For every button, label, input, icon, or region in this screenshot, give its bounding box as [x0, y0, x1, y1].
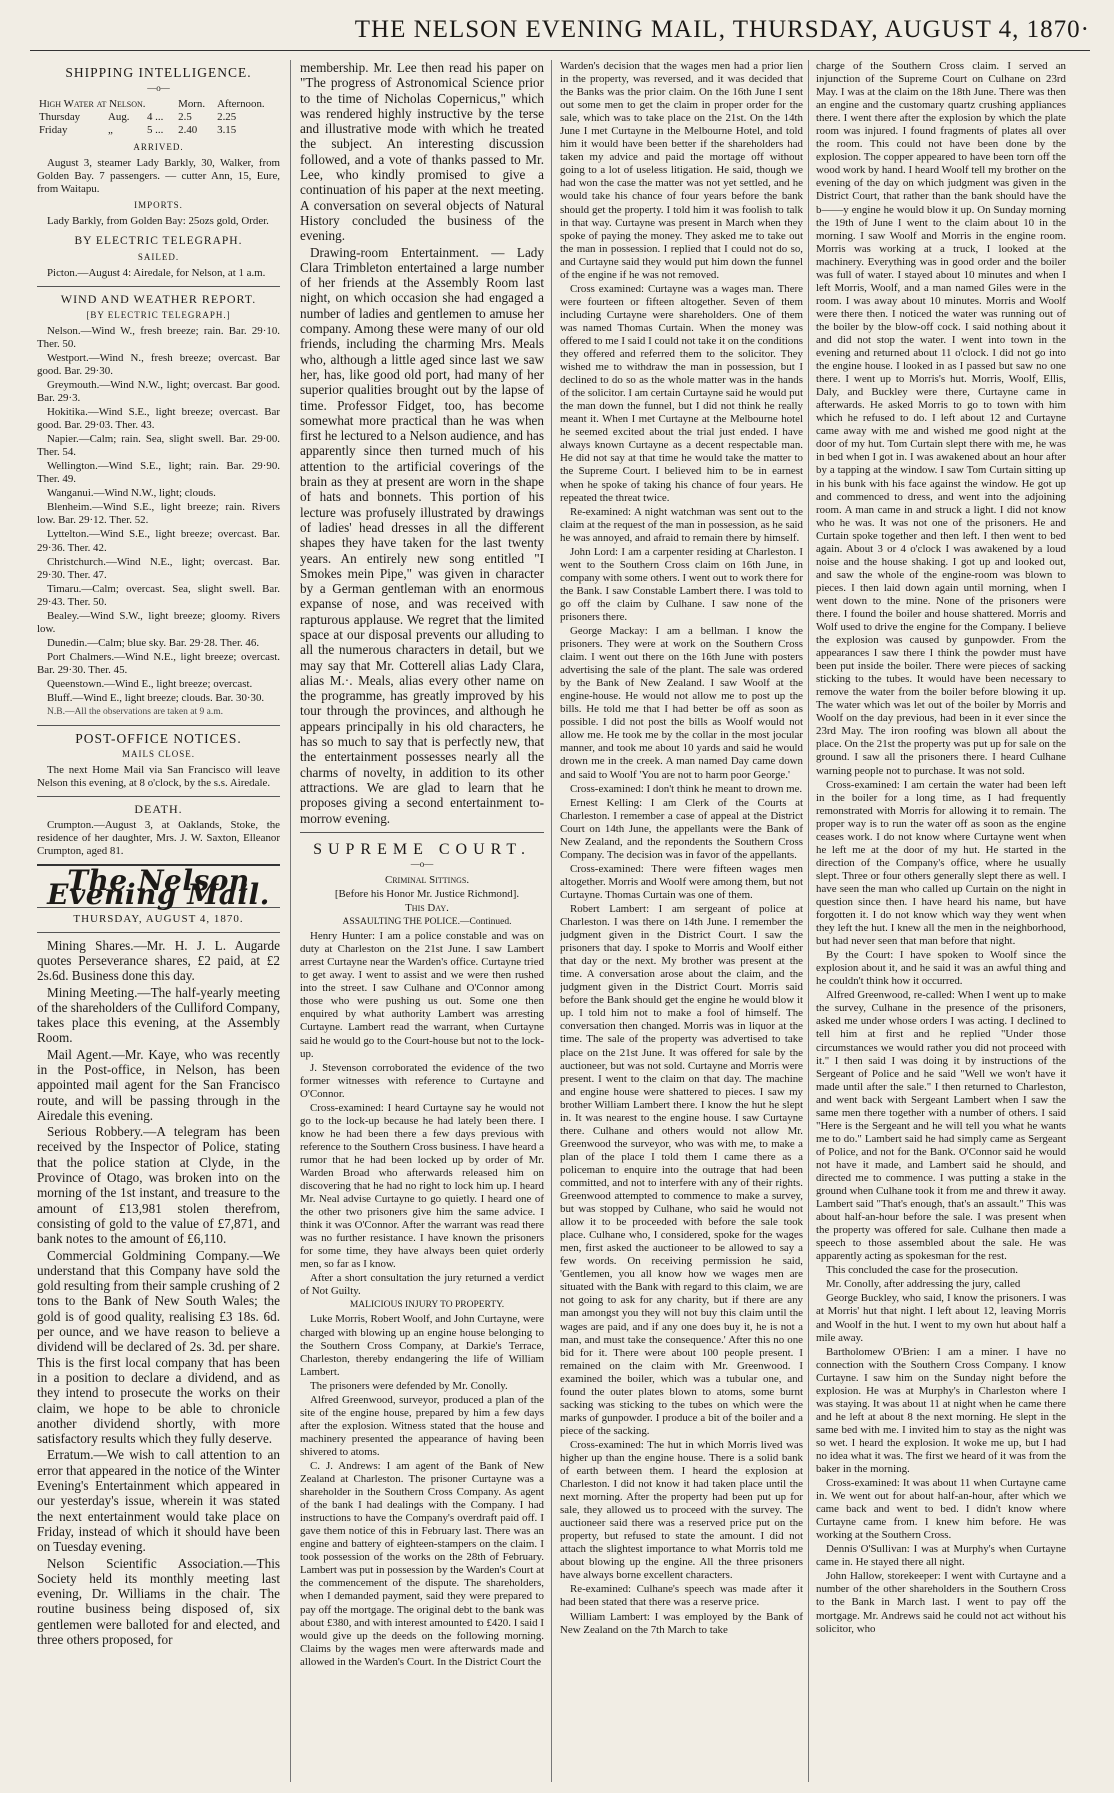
tide-header-cell: Morn. — [178, 98, 206, 111]
sailed-text: Picton.—August 4: Airedale, for Nelson, at 1 a.m. — [47, 266, 266, 279]
tide-cell: 2.40 — [178, 124, 198, 137]
newspaper-nameplate: The Nelson Evening Mail. — [47, 864, 270, 911]
weather-subheading: [BY ELECTRIC TELEGRAPH.] — [86, 309, 231, 320]
article-paragraph: charge of the Southern Cross claim. I served an injunction of the Supreme Court on Culhane on 23rd May. I was at the claim on the 18th June. There was then an engine and the customary quartz crushing appliances there. I went there after the explosion by which the plate room was injured. I found fragments of plates all over the room. This could not have been done by the explosion. The copper appeared to have been torn off the wood work by hand. I heard Woolf tell my brother on the evening of the day on which judgment was given in the District Court, that rather than the bank should have the b——y engine he would blow it up. On Sunday morning the 19th of June I went to the claim about 10 in the morning. I saw Woolf and Morris in the engine room. Morris was working at a truck, I looked at the machinery. Everything was in good order and the boiler was full of water. I stayed about 10 minutes and when I left Morris, Woolf, and a man named Giles were in the room. I was away about 10 minutes. Morris and Woolf were there then. I noticed the water was running out of the boiler by the blow-off cock. I said nothing about it and did not stop the water. I went into town in the evening and returned about 11 o'clock. I did not go into the engine house. I looked in as I passed but saw no one there. I went up to Morris's hut. Morris, Woolf, Ellis, Daly, and Buckley were there, Curtayne came in afterwards. He asked Morris to go to town with him which he refused to do. I left about 12 and Curtayne came away with me and wished me good night at the door of my hut. Tom Curtain slept there with me, he was in bed when I got in. I was awakened about an hour after by a tapping at the window. I saw Tom Curtain sitting up in his bunk with his face against the window. He got up and commenced to dress, and went into the adjoining room. A man came in and struck a light. I did not know who he was. It was not one of the prisoners. He and Curtain spoke together and then left. I then went to bed again. About 3 or 4 o'clock I was awakened by a loud noise and the house shaking. I got up and looked out, and saw the whole of the engine-room was blown to pieces. I then laid down again until morning, when I went down to the mine. None of the prisoners were there. I found the boiler and house shattered. Morris and Wolf used to drive the engine for the Company. I believe the explosion was caused by gunpowder. From the appearances I saw there I think the powder must have been put inside the boiler. There were pieces of sacking sticking to the tubes. It would have been necessary to remove the water from the boiler before blowing it up. The water which was let out of the boiler by Morris and Woolf on the day previous, had been in it ever since the 23rd May. The iron roofing was blown all about the place. On the 21st the property was put up for sale on the ground. I saw all the prisoners there. I heard Culhane warning people not to purchase. It was not sold. — [816, 60, 1066, 777]
arrived-text: August 3, steamer Lady Barkly, 30, Walker, from Golden Bay. 7 passengers. — cutter Ann, 15, Eure, from Waitapu. — [37, 157, 280, 196]
tide-cell: 4 ... — [147, 111, 164, 124]
tide-row — [37, 124, 280, 137]
tide-cell: 3.15 — [217, 124, 237, 137]
weather-item: Wanganui.—Wind N.W., light; clouds. — [47, 487, 216, 500]
weather-item: Bealey.—Wind S.W., light breeze; gloomy. Rivers low. — [37, 609, 280, 635]
weather-note: N.B.—All the observations are taken at 9 a.m. — [47, 707, 223, 718]
tide-cell: 5 ... — [147, 124, 164, 137]
article-paragraph: Robert Lambert: I am sergeant of police at Charleston. I was there on 14th June. I remember the judgment given in the District Court. I saw the prisoners that day. I spoke to Morris and Woolf either that day or the next. My brother was present at the time. A conversation arose about the claim, and the judgment given in the District Court. Morris said before the Bank should get the engine he would blow it up. I told him not to make a fool of himself. The conversation then changed. Morris was in liquor at the time. The sale of the property was advertised to take place on the 21st June. It was offered for sale by the auctioneer, but was not sold. Curtayne and Morris were present. I went to the claim on that day. The machine and engine house were shattered to pieces. I saw my brother William Lambert there. I know the hut he slept in. It was nearest to the engine house. I saw Curtayne there. Culhane and others would not allow Mr. Greenwood the surveyor, who was with me, to make a plan of the place I told them I came there as a policeman to enquire into the outrage that had been committed, and not to interfere with any of their rights. Greenwood attempted to commence to make a survey, but was stopped by Culhane, who said he would not allow it to be proceeded with before the sale took place. Culhane who, I considered, spoke for the wages men, first asked the auctioneer to be allowed to say a few words. On receiving permission he said, 'Gentlemen, you all know how we wages men are situated with the Bank with regard to this claim, we are not going to ask for any charity, but if there are any man amongst you they will not buy this claim until the wages are paid, and if any one does buy it, he is not a man, and must take the consequence.' After this no one bid for it. There were about 100 people present. I remained on the claim with Mr. Greenwood. I examined the boiler, which was a tubular one, and found the outer plates blown to atoms, some burnt sacking was sticking to the tubes on which were the marks of gunpowder. I produce a bit of the boiler and a piece of the sacking. — [560, 903, 803, 1437]
post-office-heading: POST-OFFICE NOTICES. — [75, 731, 242, 747]
shipping-heading: SHIPPING INTELLIGENCE. — [65, 65, 252, 80]
ornament-divider: —o— — [147, 83, 170, 94]
weather-item: Nelson.—Wind W., fresh breeze; rain. Bar. 29·10. Ther. 50. — [37, 324, 280, 350]
article-paragraph: Dennis O'Sullivan: I was at Murphy's when Curtayne came in. He stayed there all night. — [816, 1543, 1066, 1569]
mails-text: The next Home Mail via San Francisco will leave Nelson this evening, at 8 o'clock, by the s.s. Airedale. — [37, 764, 280, 790]
article-paragraph: Warden's decision that the wages men had a prior lien in the property, was reversed, and it was decided that the Banks was the prior claim. On the 16th June I sent out some men to get the claim in proper order for the sale, which was to take place on the 21st. On the 14th June I met Curtayne in the Melbourne Hotel, and told him it would have been better if the shareholders had taken my advice and paid the mortage off without going to a lot of useless litigation. He said, though we had won the case the matter was not yet settled, and he would take his chance of four years before the bank should get the property. I told him it was foolish to talk in that way. Curtayne was present in March when they spoke of paying the money. They asked me to take out the man in possession. I replied that I could not do so, and Curtayne said they would put him down the funnel of the engine if he was not removed. — [560, 60, 803, 281]
weather-item: Lyttelton.—Wind S.E., light breeze; overcast. Bar. 29·36. Ther. 42. — [37, 528, 280, 554]
tide-cell: 2.25 — [217, 111, 237, 124]
tide-table — [37, 98, 280, 137]
ornament-divider: —o— — [410, 858, 434, 869]
article-paragraph: Alfred Greenwood, surveyor, produced a plan of the site of the engine house, prepared by him a few days after the explosion. Witness stated that the house and machinery presented the appearance of having been shivered to atoms. — [300, 1393, 544, 1458]
tide-cell: 2.5 — [178, 111, 192, 124]
article-paragraph: Bartholomew O'Brien: I am a miner. I have no connection with the Southern Cross Company. I know Curtayne. I saw him on the Sunday night before the explosion. He was at Murphy's in Charleston where I was staying. It was about 11 at night when he came there and he left at about 8 the next morning. He slept in the same bed with me. I invited him to stay as the night was so wet. I heard the explosion. It woke me up, but I had no idea what it was. The first we heard of it was from the baker in the morning. — [816, 1345, 1066, 1476]
arrived-heading: ARRIVED. — [133, 142, 184, 153]
article-paragraph: Mining Shares.—Mr. H. J. L. Augarde quotes Perseverance shares, £2 paid, at £2 2s.6d. Business done this day. — [37, 937, 280, 984]
telegraph-heading: BY ELECTRIC TELEGRAPH. — [74, 234, 243, 247]
death-text: Crumpton.—August 3, at Oaklands, Stoke, the residence of her daughter, Mrs. J. W. Saxton, Elleanor Crumpton, aged 81. — [37, 819, 280, 858]
article-paragraph: Ernest Kelling: I am Clerk of the Courts at Charleston. I remember a case of appeal at the District Court on 14th June, the appellants were the Bank of New Zealand, and the repondents the Southern Cross Company. The decision was in favor of the appellants. — [560, 796, 803, 861]
article-paragraph: George Mackay: I am a bellman. I know the prisoners. They were at work on the Southern Cross claim. I went out there on the 16th June with posters advertising the sale of the plant. The sale was ordered by the Bank of New Zealand. I saw Woolf at the engine-house. He would not allow me to post up the bills. He told me that I had better be off as soon as possible. I did not post the bills as Woolf would not allow me. He took me by the collar in the most jocular manner, and took me about 10 yards and said he would drown me in the creek. A man named Day came down and said to Woolf 'You are not to harm poor George.' — [560, 625, 803, 781]
article-paragraph: This concluded the case for the prosecution. — [826, 1264, 1019, 1277]
article-paragraph: C. J. Andrews: I am agent of the Bank of New Zealand at Charleston. The prisoner Curtayne was a shareholder in the Southern Cross Company. As agent of the bank I had dealings with the Company. I had instructions to have the Company's overdraft paid off. I gave them notice of this in February last. There was an engine and battery of eighteen-stampers on the claim. I took possession of the works on the 28th of February. Lambert was put in possession by the Warden's Court at the commencement of the dispute. The shareholders, when I demanded payment, said they were prepared to pay off the mortgage. The original debt to the bank was about £380, and with interest amounted to £420. I said I would give up the deeds on the following morning. Claims by the wages men were afterwards made and allowed in the Warden's Court. In the District Court the — [300, 1460, 544, 1668]
divider — [37, 725, 280, 726]
before-judge: [Before his Honor Mr. Justice Richmond]. — [334, 887, 520, 900]
weather-item: Bluff.—Wind E., light breeze; clouds. Bar. 30·30. — [47, 692, 265, 705]
tide-row — [37, 111, 280, 124]
column-rule — [290, 60, 291, 1782]
article-paragraph: Cross-examined: I don't think he meant to drown me. — [570, 782, 803, 795]
tide-cell: Friday — [39, 124, 68, 137]
article-paragraph: George Buckley, who said, I know the prisoners. I was at Morris' hut that night. I left about 12, leaving Morris and Woolf in the hut. I went to my own hut about half a mile away. — [816, 1292, 1066, 1344]
mails-heading: MAILS CLOSE. — [121, 749, 195, 760]
tide-header-row — [37, 98, 280, 111]
weather-item: Greymouth.—Wind N.W., light; overcast. Bar good. Bar. 29·3. — [37, 378, 280, 404]
column-4 — [816, 60, 1066, 1785]
criminal-sittings: Criminal Sittings. — [384, 873, 470, 886]
article-paragraph: Commercial Goldmining Company.—We understand that this Company have sold the gold resulting from their sample crushing of 2 tons to the Bank of New South Wales; the gold is of good quality, realising £3 18s. 6d. per ounce, and we have reason to believe a dividend will be declared of 2s. 3d. per share. This is the first local company that has been in a position to declare a dividend, and as they intend to prosecute the works on their claim, we hope to be able to chronicle another dividend shortly, with more satisfactory results which they fully deserve. — [37, 1247, 280, 1447]
article-paragraph: By the Court: I have spoken to Woolf since the explosion about it, and he said it was an awful thing and he couldn't think how it occurred. — [816, 949, 1066, 988]
article-paragraph: Luke Morris, Robert Woolf, and John Curtayne, were charged with blowing up an engine house belonging to the Southern Cross Company, at Darkie's Terrace, Charleston, thereby endangering the life of William Lambert. — [300, 1313, 544, 1378]
dateline: THURSDAY, AUGUST 4, 1870. — [73, 912, 244, 925]
article-paragraph: William Lambert: I was employed by the Bank of New Zealand on the 7th March to take — [560, 1610, 803, 1636]
article-paragraph: John Hallow, storekeeper: I went with Curtayne and a number of the other shareholders in the Southern Cross to the Bank in March last. I went to pay off the mortgage. Mr. Andrews said he could not act without his solicitor, who — [816, 1570, 1066, 1635]
column-1 — [37, 60, 280, 1785]
weather-item: Hokitika.—Wind S.E., light breeze; overcast. Bar good. Bar. 29·03. Ther. 43. — [37, 406, 280, 432]
death-heading: DEATH. — [134, 802, 183, 817]
weather-item: Timaru.—Calm; overcast. Sea, slight swell. Bar. 29·43. Ther. 50. — [37, 582, 280, 608]
column-3 — [560, 60, 803, 1785]
article-paragraph: Drawing-room Entertainment. — Lady Clara Trimbleton entertained a large number of her friends at the Assembly Room last night, on which occasion she had engaged a number of ladies and gentlemen to amuse her company. Among these were many of our old friends, including the charming Mrs. Meals who, although a little aged since last we saw her, has, like good old port, had many of her superior qualities brought out by the lapse of time. Professor Fidget, too, has become somewhat more practical than he was when first he lectured to a Nelson audience, and has apparently since then turned much of his attention to the artificial coverings of the brain as they at present are worn in the shape of hats and bonnets. This portion of his lecture was profusely illustrated by drawings of ladies' head dresses in all the different shapes they have taken for the last twenty years. An entirely new song entitled "I Smokes mein Pipe," was given in character by a German gentleman with an enormous expanse of nose, and was received with rapturous applause. We regret that the limited space at our disposal prevents our alluding to all the numerous characters in detail, but we may say that Mr. Cotterell alias Lady Clara, alias M.·. Meals, alias every other name on the programme, has greatly improved by his tour through the provinces, and although he appears principally in his old characters, he has so much to say that is perfectly new, that the entertainment possesses nearly all the charms of novelty, in addition to its other attractions. We are glad to learn that he proposes giving a second entertainment to-morrow evening. — [300, 244, 544, 826]
supreme-court-heading: SUPREME COURT. — [313, 840, 531, 858]
article-paragraph: Erratum.—We wish to call attention to an error that appeared in the notice of the Winter Evening's Entertainment which appeared in our yesterday's issue, wherein it was stated the next entertainment would take place on Friday, instead of which it should have been on Tuesday evening. — [37, 1447, 280, 1555]
article-paragraph: Cross-examined: It was about 11 when Curtayne came in. We went out for about half-an-hour, after which we came back and went to bed. I didn't know where Curtayne came from. I knew him before. He was working at the Southern Cross. — [816, 1477, 1066, 1542]
weather-item: Port Chalmers.—Wind N.E., light breeze; overcast. Bar. 29·30. Ther. 45. — [37, 650, 280, 676]
sailed-heading: SAILED. — [137, 251, 180, 262]
tide-cell: Aug. — [108, 111, 130, 124]
tide-cell: Thursday — [39, 111, 81, 124]
article-paragraph: The prisoners were defended by Mr. Conolly. — [310, 1379, 508, 1392]
weather-item: Blenheim.—Wind S.E., light breeze; rain. Rivers low. Bar. 29·12. Ther. 52. — [37, 501, 280, 527]
article-paragraph: Cross examined: Curtayne was a wages man. There were fourteen or fifteen altogether. Seven of them including Curtayne were shareholders. One of them was named Thomas Curtain. When the money was offered to me I said I could not take it on the conditions they offered and referred them to the solicitor. They wished me to withdraw the man in possession, but I declined to do so as the whole matter was in the hands of the solicitor. I am certain Curtayne said he would put the man down the funnel, but I did not think he really meant it. When I met Curtayne at the Melbourne hotel he seemed excited about the trial just ended. I have always known Curtayne as a decent respectable man. He did not say at that time he would take the matter to the Supreme Court. I believed him to be in earnest when he spoke of taking his chance of four years. He repeated the threat twice. — [560, 282, 803, 504]
tide-header-cell: High Water at Nelson. — [39, 98, 146, 111]
imports-heading: IMPORTS. — [134, 200, 183, 211]
masthead-title: THE NELSON EVENING MAIL, THURSDAY, AUGUST 4, 1870· — [354, 16, 1090, 43]
article-paragraph: Cross-examined: There were fifteen wages men altogether. Morris and Woolf were among them, but not Curtayne. Thomas Curtain was one of them. — [560, 862, 803, 901]
article-paragraph: Mail Agent.—Mr. Kaye, who was recently in the Post-office, in Nelson, has been appointed mail agent for the San Francisco route, and will be passing through in the Airedale this evening. — [37, 1046, 280, 1123]
article-paragraph: Cross-examined: I am certain the water had been left in the boiler for a long time, as I had frequently remonstrated with Morris for allowing it to remain. The proper way is to run the water off as soon as the engine ceases work. I do not know where Curtayne went when he left me at the door of my hut. He started in the direction of the Company's office, where he usually slept. Three or four others generally slept there as well. I have seen the man who called up Curtain on the night in question since then. I have heard his name, but have forgotten it. I do not know which way they went when they left the hut. I knew all the men in the neighborhood, but had never seen that man before that night. — [816, 778, 1066, 948]
divider — [37, 932, 280, 933]
article-paragraph: Re-examined: A night watchman was sent out to the claim at the request of the man in possession, as he said he was annoyed, and afraid to remain there by himself. — [560, 505, 803, 544]
imports-text: Lady Barkly, from Golden Bay: 25ozs gold, Order. — [47, 215, 269, 228]
divider — [300, 832, 544, 833]
article-paragraph: Mr. Conolly, after addressing the jury, called — [826, 1278, 1021, 1291]
article-paragraph: Cross-examined: The hut in which Morris lived was higher up than the engine house. There is a solid bank of earth between them. I heard the explosion at Charleston. I did not know it had taken place until the next morning. After the property had been put up for sale, they allowed us to proceed with the survey. The auctioneer said there was a reserved price put on the property, but refused to state the amount. I did not attach the slightest importance to what Morris told me about blowing up the engine. All the three prisoners have always borne excellent characters. — [560, 1438, 803, 1582]
article-paragraph: Cross-examined: I heard Curtayne say he would not go to the lock-up because he had lately been there. I know he had been there a few days previous with reference to the Southern Cross business. I have heard a rumor that he had been locked up by order of Mr. Warden Broad who afterwards released him on discovering that he had no right to lock him up. I heard Mr. Neal advise Curtayne to go quietly. I heard one of the other two prisoners give him the same advice. I think it was O'Connor. After the warrant was read there was no further resistance. I have known the prisoners for some time, they have always been quiet orderly men, so far as I know. — [300, 1101, 544, 1271]
weather-item: Dunedin.—Calm; blue sky. Bar. 29·28. Ther. 46. — [47, 636, 260, 649]
article-paragraph: Mining Meeting.—The half-yearly meeting of the shareholders of the Culliford Company, takes place this evening, at the Assembly Room. — [37, 984, 280, 1046]
section-heading: MALICIOUS INJURY TO PROPERTY. — [349, 1300, 505, 1311]
weather-item: Napier.—Calm; rain. Sea, slight swell. Bar. 29·00. Ther. 54. — [37, 433, 280, 459]
weather-heading: WIND AND WEATHER REPORT. — [60, 291, 257, 306]
weather-item: Westport.—Wind N., fresh breeze; overcast. Bar good. Bar. 29·30. — [37, 351, 280, 377]
section-heading: ASSAULTING THE POLICE.—Continued. — [342, 917, 512, 928]
divider — [37, 796, 280, 797]
article-paragraph: Serious Robbery.—A telegram has been received by the Inspector of Police, stating that the police station at Clyde, in the Province of Otago, was broken into on the morning of the 1st instant, and treasure to the amount of £13,981 stolen therefrom, consisting of gold to the value of £7,871, and bank notes to the amount of £6,110. — [37, 1124, 280, 1247]
article-paragraph: Alfred Greenwood, re-called: When I went up to make the survey, Culhane in the presence of the prisoners, asked me under whose orders I was acting. I declined to tell him at first and he replied "Under those circumstances we would rather you did not proceed with it." I then said I was doing it by instructions of the Sergeant of Police and he said "Well we won't have it made until after the sale." I then returned to Charleston, and went back with Sergeant Lambert when I saw the same men there together with a number of others. I said "Here is the Sergeant and he will tell you what he wants me to do." Lambert said he had simply came as Sergeant of Police, and not for the Bank. O'Connor said he would not have it made, and Lambert said he should, and directed me to commence. I was putting a stake in the ground when Culhane took it from me and threw it away. Lambert said "That's enough, that's an assault." This was about half-an-hour before the sale. I was present when the property was offered for sale. Culhane then made a speech to those assembled about the sale. He was apparently acting as spokesman for the rest. — [816, 989, 1066, 1263]
article-paragraph: John Lord: I am a carpenter residing at Charleston. I went to the Southern Cross claim on 16th June, in company with some others. I went out to work there for the Bank. I saw Constable Lambert there. I was told to go off the claim by Culhane. I saw none of the prisoners there. — [560, 545, 803, 623]
article-paragraph: Henry Hunter: I am a police constable and was on duty at Charleston on the 21st June. I saw Lambert arrest Curtayne near the Warden's office. Curtayne tried to get away. I went to assist and we were then rushed into the street. I saw Culhane and O'Connor among those who were pushing us out. Some one then enquired by what authority Lambert was arresting Curtayne. Lambert read the warrant, when Curtayne said he would go to the Court-house but not to the lock-up. — [300, 930, 544, 1060]
article-paragraph: Re-examined: Culhane's speech was made after it had been stated that there was a reserve price. — [560, 1583, 803, 1609]
tide-header-cell: Afternoon. — [217, 98, 265, 111]
article-paragraph: J. Stevenson corroborated the evidence of the two former witnesses with reference to Curtayne and O'Connor. — [300, 1061, 544, 1100]
weather-item: Christchurch.—Wind N.E., light; overcast. Bar. 29·30. Ther. 47. — [37, 555, 280, 581]
divider — [37, 286, 280, 287]
column-rule — [551, 60, 552, 1782]
masthead — [30, 10, 1090, 51]
article-paragraph: After a short consultation the jury returned a verdict of Not Guilty. — [300, 1272, 544, 1298]
weather-item: Queenstown.—Wind E., light breeze; overcast. — [47, 677, 253, 690]
this-day: This Day. — [405, 902, 449, 915]
column-rule — [808, 60, 809, 1782]
column-2 — [300, 60, 544, 1785]
tide-cell: „ — [108, 124, 113, 137]
article-paragraph: membership. Mr. Lee then read his paper on "The progress of Astronomical Science prior to the time of Nicholas Copernicus," which was rendered highly instructive by the terse and illustrative mode with which he treated the subject. An interesting discussion followed, and a vote of thanks passed to Mr. Lee, who kindly promised to give a continuation of his paper at the next meeting. A conversation on several objects of Natural History concluded the business of the evening. — [300, 60, 544, 244]
weather-item: Wellington.—Wind S.E., light; rain. Bar. 29·90. Ther. 49. — [37, 460, 280, 486]
article-paragraph: Nelson Scientific Association.—This Society held its monthly meeting last evening, Dr. Williams in the chair. The routine business being disposed of, six gentlemen were balloted for and elected, and three others proposed, for — [37, 1555, 280, 1647]
